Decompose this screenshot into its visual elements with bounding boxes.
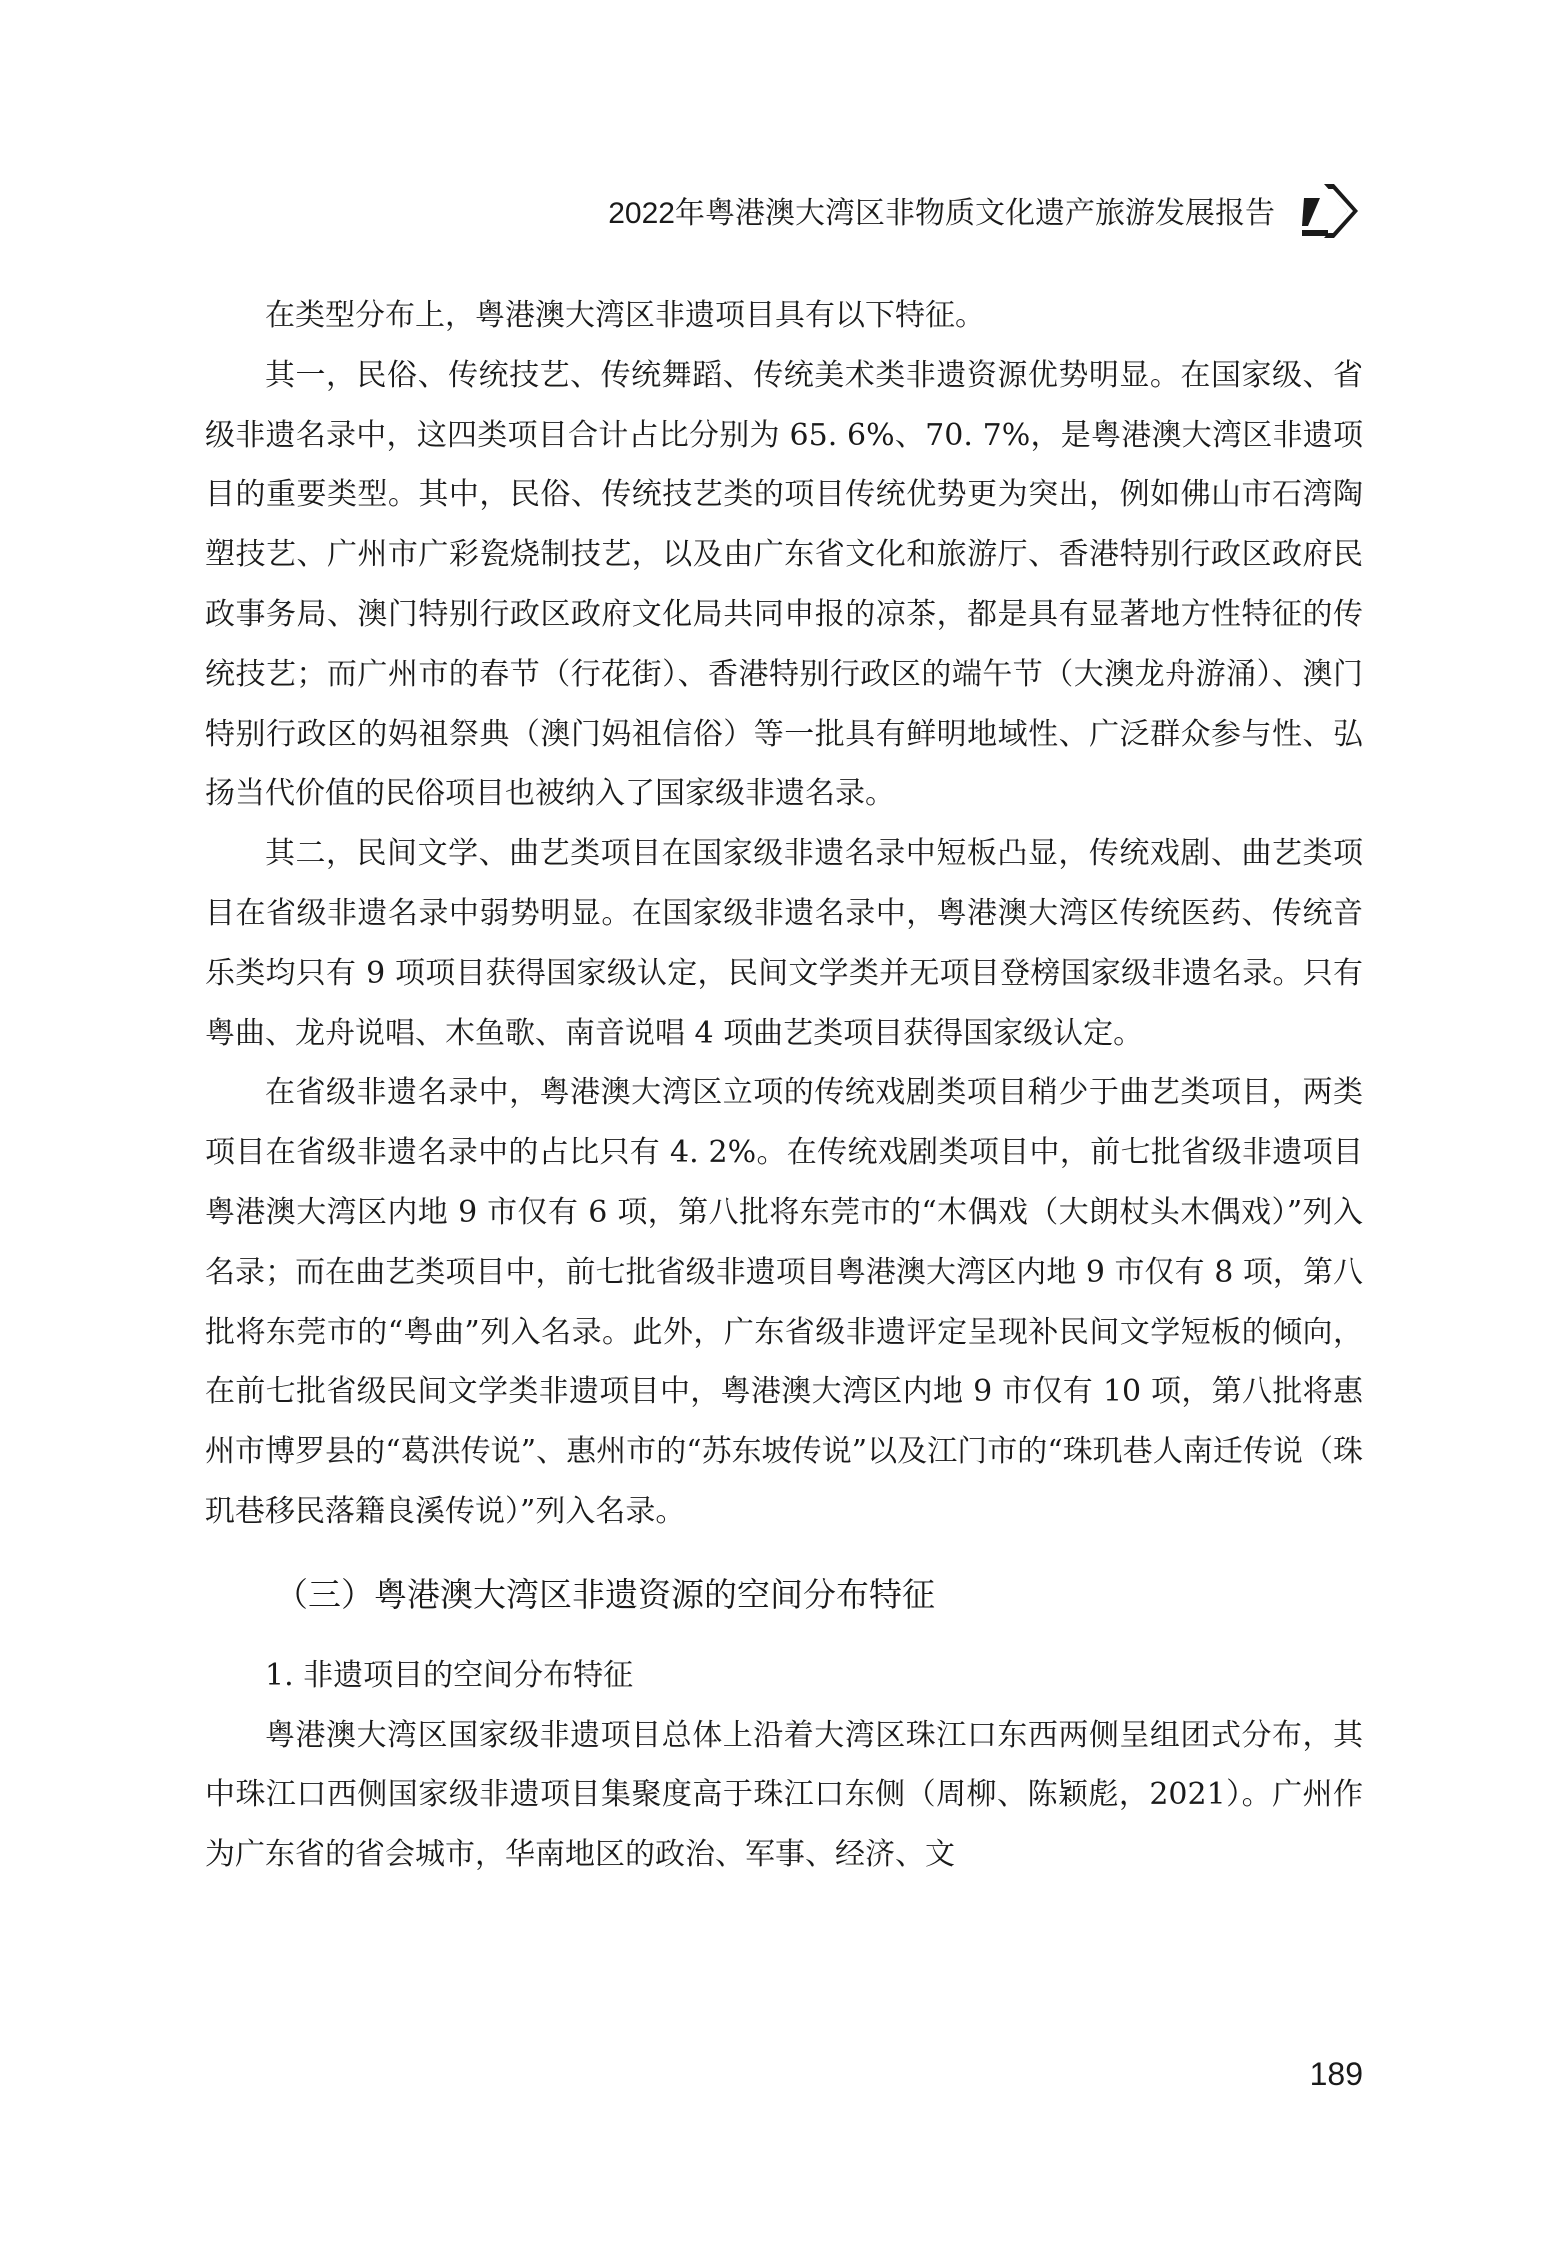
running-header: 2022年粤港澳大湾区非物质文化遗产旅游发展报告 [608,197,1275,230]
paragraph-intro: 在类型分布上，粤港澳大湾区非遗项目具有以下特征。 [265,298,985,333]
book-chevron-icon [1298,180,1364,242]
paragraph-provincial-list: 在省级非遗名录中，粤港澳大湾区立项的传统戏剧类项目稍少于曲艺类项目，两类项目在省级非遗名录中的占比只有 4. 2%。在传统戏剧类项目中，前七批省级非遗项目粤港澳大湾区内地 9 市仅有 6 项，第八批将东莞市的“木偶戏（大朗杖头木偶戏）”列入名录；而在曲艺类项目中，前七批省级非遗项目粤港澳大湾区内地 9 市仅有 8 项，第八批将东莞市的“粤曲”列入名录。此外，广东省级非遗评定呈现补民间文学短板的倾向，在前七批省级民间文学类非遗项目中，粤港澳大湾区内地 9 市仅有 10 项，第八批将惠州市博罗县的“葛洪传说”、惠州市的“苏东坡传说”以及江门市的“珠玑巷人南迁传说（珠玑巷移民落籍良溪传说）”列入名录。 [205,1075,1363,1529]
paragraph-second-feature: 其二，民间文学、曲艺类项目在国家级非遗名录中短板凸显，传统戏剧、曲艺类项目在省级非遗名录中弱势明显。在国家级非遗名录中，粤港澳大湾区传统医药、传统音乐类均只有 9 项项目获得国家级认定，民间文学类并无项目登榜国家级非遗名录。只有粤曲、龙舟说唱、木鱼歌、南音说唱 4 项曲艺类项目获得国家级认定。 [205,836,1363,1051]
main-body [205,286,1363,1885]
section-heading: （三）粤港澳大湾区非遗资源的空间分布特征 [275,1574,935,1614]
sub-heading: 1. 非遗项目的空间分布特征 [265,1657,634,1693]
paragraph-first-feature: 其一，民俗、传统技艺、传统舞蹈、传统美术类非遗资源优势明显。在国家级、省级非遗名录中，这四类项目合计占比分别为 65. 6%、70. 7%，是粤港澳大湾区非遗项目的重要类型。其中，民俗、传统技艺类的项目传统优势更为突出，例如佛山市石湾陶塑技艺、广州市广彩瓷烧制技艺，以及由广东省文化和旅游厅、香港特别行政区政府民政事务局、澳门特别行政区政府文化局共同申报的凉茶，都是具有显著地方性特征的传统技艺；而广州市的春节（行花街）、香港特别行政区的端午节（大澳龙舟游涌）、澳门特别行政区的妈祖祭典（澳门妈祖信俗）等一批具有鲜明地域性、广泛群众参与性、弘扬当代价值的民俗项目也被纳入了国家级非遗名录。 [205,357,1363,812]
paragraph-spatial-distribution: 粤港澳大湾区国家级非遗项目总体上沿着大湾区珠江口东西两侧呈组团式分布，其中珠江口西侧国家级非遗项目集聚度高于珠江口东侧（周柳、陈颖彪，2021）。广州作为广东省的省会城市，华南地区的政治、军事、经济、文 [205,1717,1363,1873]
page-number: 189 [1309,2056,1363,2092]
